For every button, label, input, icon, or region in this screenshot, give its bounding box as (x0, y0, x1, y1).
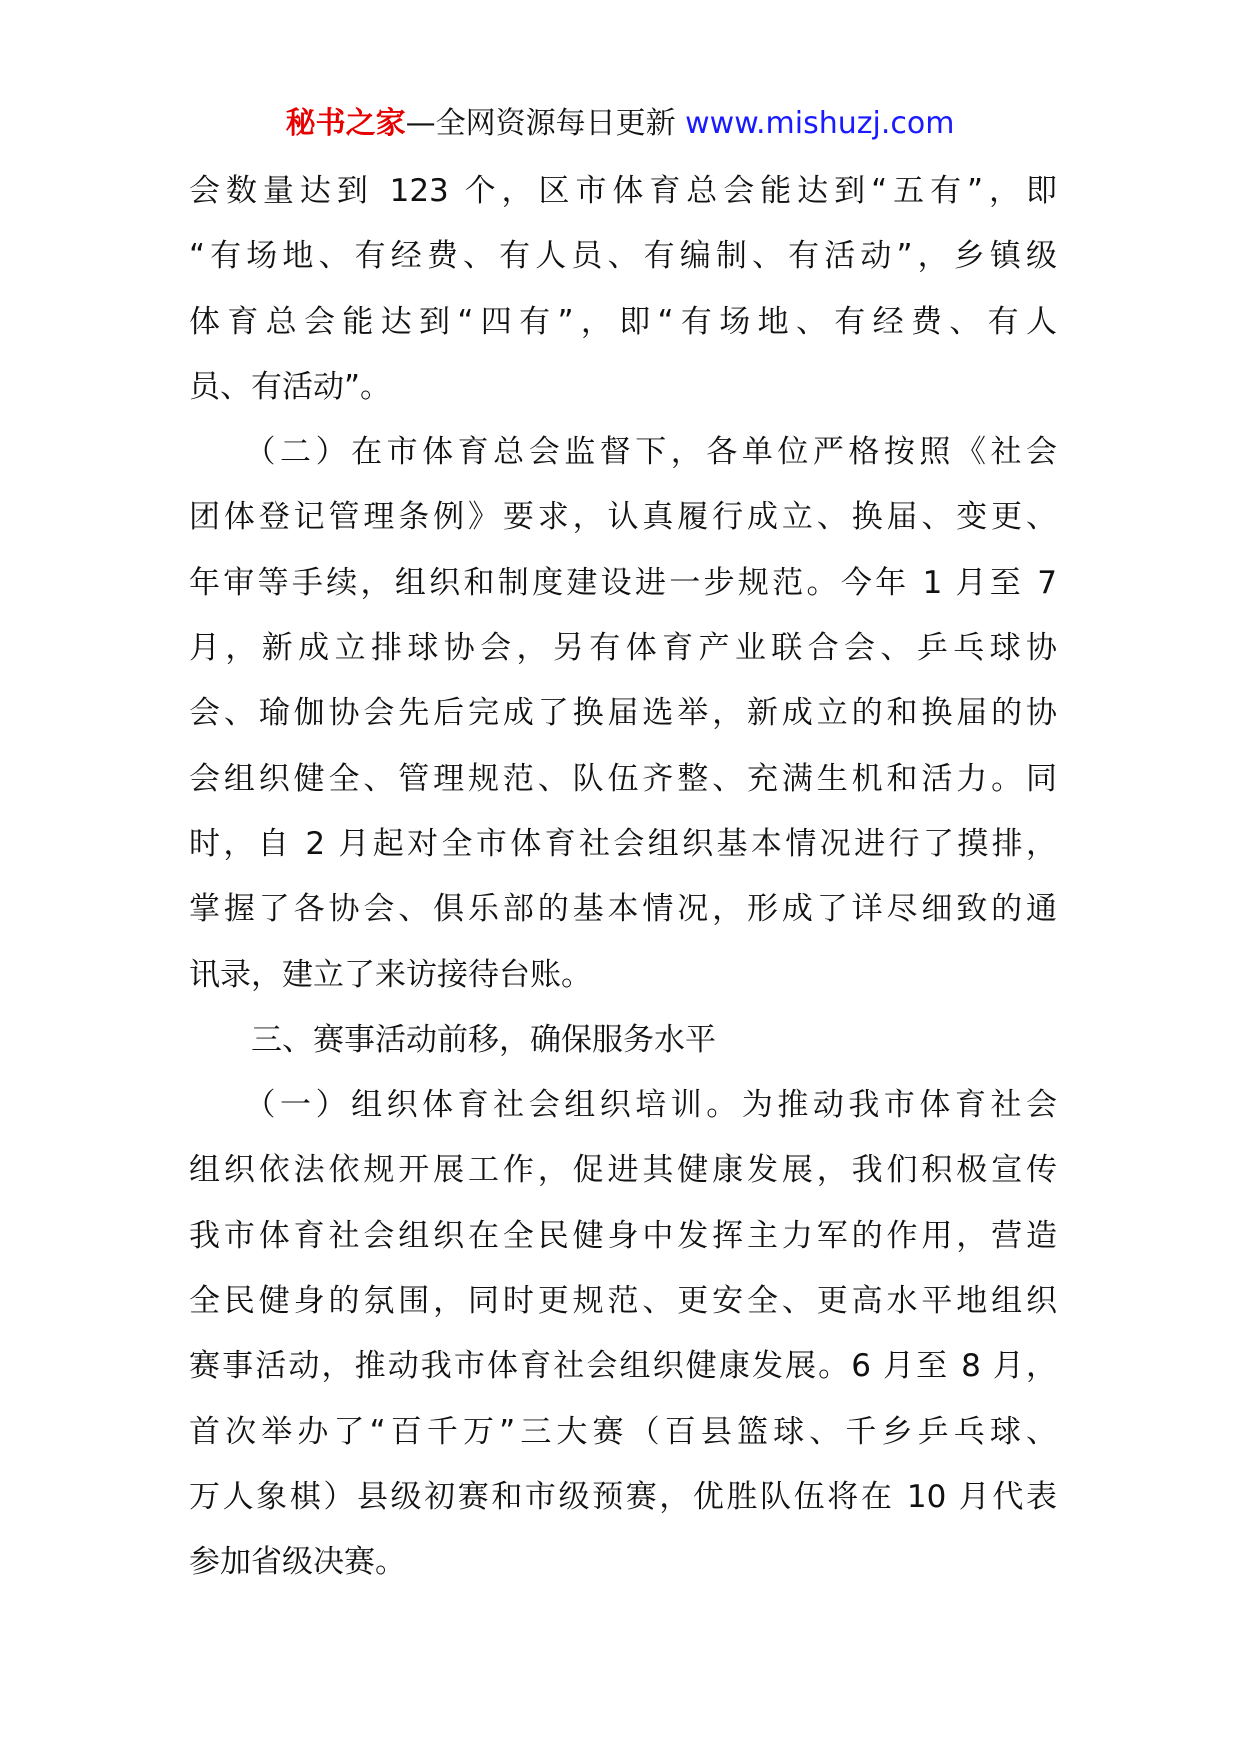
text-line: 会组织健全、管理规范、队伍齐整、充满生机和活力。同 (189, 760, 1057, 797)
text-line: 会数量达到 123 个，区市体育总会能达到“五有”，即 (189, 173, 1057, 209)
header-tagline: —全网资源每日更新 (405, 106, 686, 141)
text-line: 参加省级决赛。 (189, 1544, 406, 1581)
text-line: 全民健身的氛围，同时更规范、更安全、更高水平地组织 (189, 1283, 1057, 1320)
text-line: 时，自 2 月起对全市体育社会组织基本情况进行了摸排， (189, 825, 1057, 862)
website-link[interactable]: www.mishuzj.com (685, 106, 955, 141)
text-line: 赛事活动，推动我市体育社会组织健康发展。6 月至 8 月， (189, 1348, 1057, 1385)
text-line: 万人象棋）县级初赛和市级预赛，优胜队伍将在 10 月代表 (189, 1478, 1057, 1515)
brand-name: 秘书之家 (285, 106, 406, 141)
text-line: 团体登记管理条例》要求，认真履行成立、换届、变更、 (189, 499, 1057, 536)
text-line: 体育总会能达到“四有”，即“有场地、有经费、有人 (189, 303, 1057, 340)
text-line: 我市体育社会组织在全民健身中发挥主力军的作用，营造 (189, 1217, 1057, 1254)
text-line: 月，新成立排球协会，另有体育产业联合会、乒乓球协 (189, 630, 1057, 667)
text-line: 讯录，建立了来访接待台账。 (189, 956, 592, 993)
text-line: 首次举办了“百千万”三大赛（百县篮球、千乡乒乓球、 (189, 1413, 1057, 1450)
document-body (189, 166, 1057, 1603)
text-line: “有场地、有经费、有人员、有编制、有活动”，乡镇级 (189, 238, 1057, 275)
page-header (0, 102, 1240, 146)
text-line: 组织依法依规开展工作，促进其健康发展，我们积极宣传 (189, 1152, 1057, 1189)
text-line: 掌握了各协会、俱乐部的基本情况，形成了详尽细致的通 (189, 891, 1057, 928)
text-line: 年审等手续，组织和制度建设进一步规范。今年 1 月至 7 (189, 564, 1057, 601)
text-line: （二）在市体育总会监督下，各单位严格按照《社会 (189, 434, 1057, 471)
text-line: 员、有活动”。 (189, 368, 392, 405)
text-line: 三、赛事活动前移，确保服务水平 (189, 1021, 716, 1058)
text-line: 会、瑜伽协会先后完成了换届选举，新成立的和换届的协 (189, 695, 1057, 732)
text-line: （一）组织体育社会组织培训。为推动我市体育社会 (189, 1087, 1057, 1124)
